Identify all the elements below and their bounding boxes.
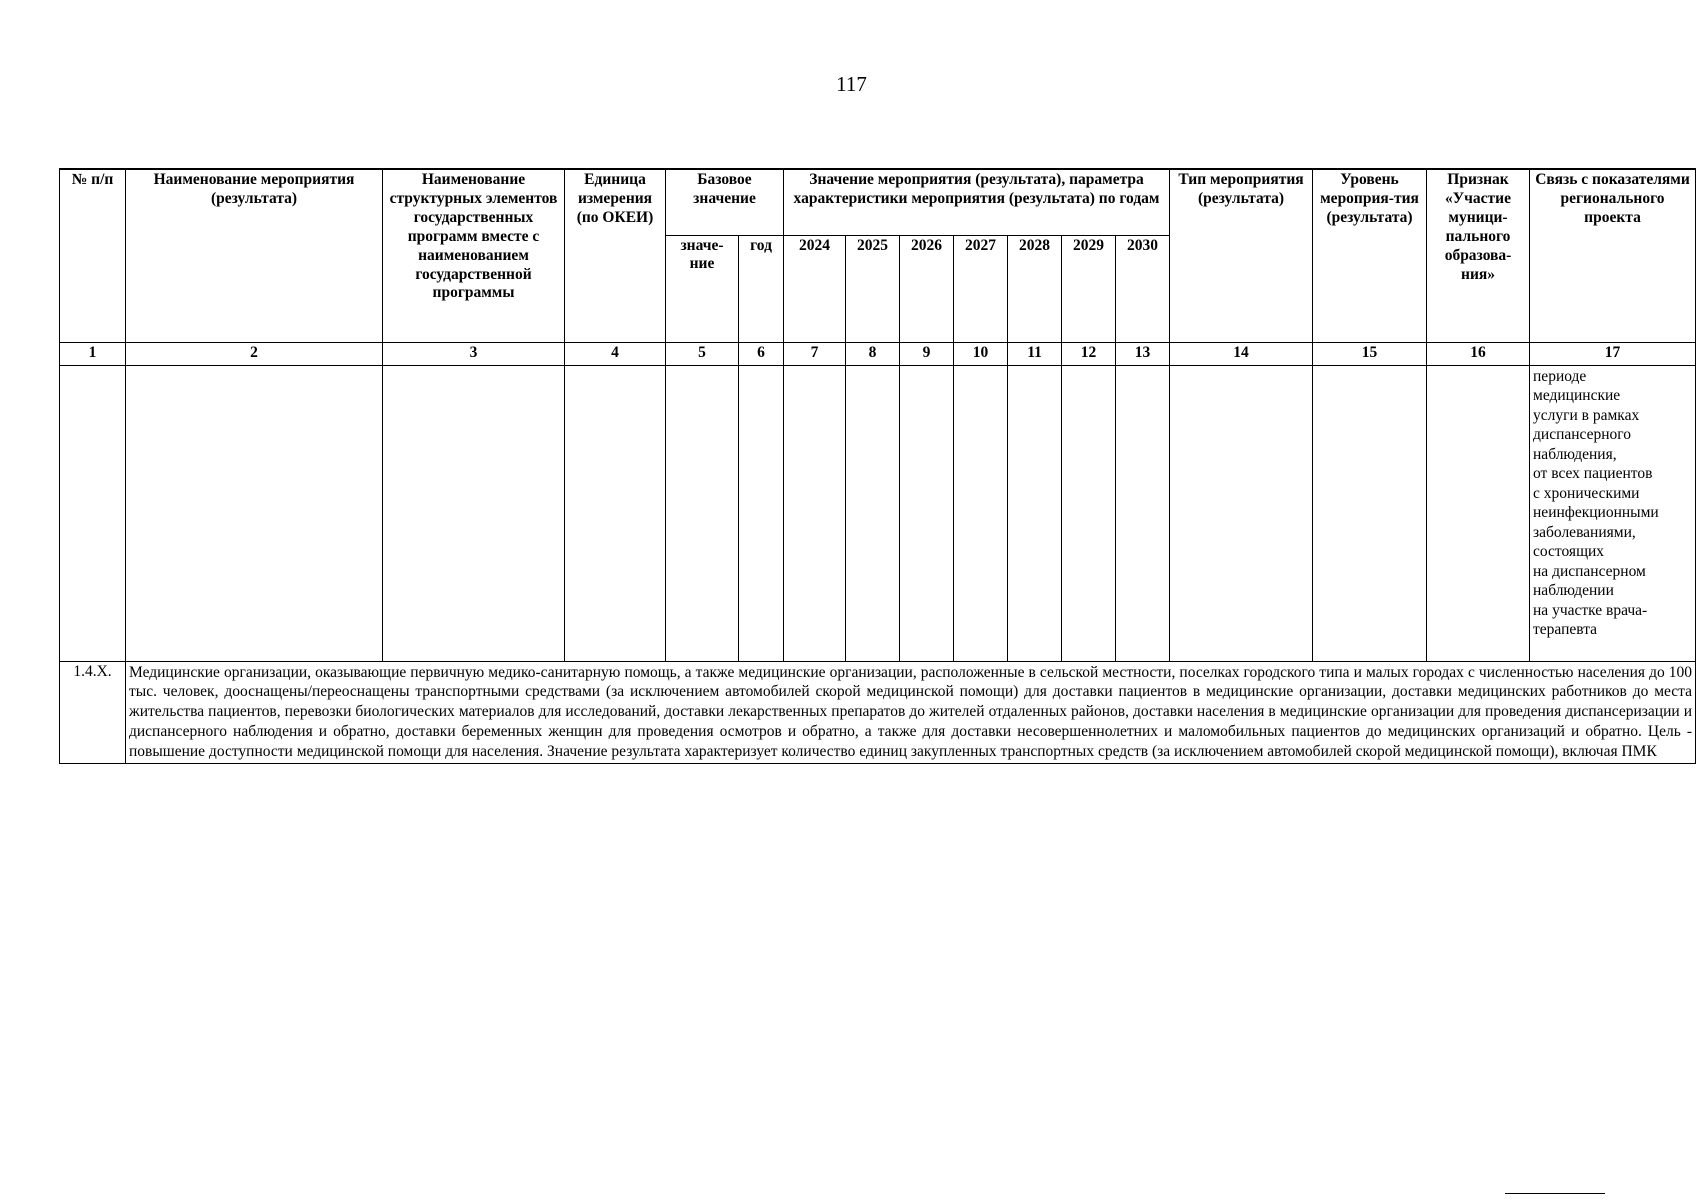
header-unit: Единица измерения (по ОКЕИ) <box>565 169 666 342</box>
item-row <box>60 661 1696 763</box>
empty-cell <box>1116 365 1170 661</box>
column-number: 6 <box>739 342 784 365</box>
header-level: Уровень мероприя-тия (результата) <box>1313 169 1427 342</box>
empty-cell <box>1170 365 1313 661</box>
column-numbers-row <box>60 342 1696 365</box>
text-line: диспансерного <box>1533 426 1632 444</box>
text-line: периоде <box>1533 367 1587 385</box>
column-number: 10 <box>954 342 1008 365</box>
header-year-2028: 2028 <box>1008 235 1062 342</box>
header-number: № п/п <box>60 169 126 342</box>
empty-cell <box>383 365 565 661</box>
column-number: 2 <box>126 342 383 365</box>
empty-cell <box>846 365 900 661</box>
empty-cell <box>126 365 383 661</box>
text-line: на участке врача- <box>1533 601 1648 619</box>
footer-rule <box>1505 1193 1605 1194</box>
column-number: 5 <box>666 342 739 365</box>
empty-cell <box>954 365 1008 661</box>
item-number: 1.4.Х. <box>60 661 126 763</box>
page-number: 117 <box>836 72 867 96</box>
empty-cell <box>900 365 954 661</box>
header-type: Тип мероприятия (результата) <box>1170 169 1313 342</box>
header-year-2025: 2025 <box>846 235 900 342</box>
column-number: 17 <box>1530 342 1696 365</box>
text-line: терапевта <box>1533 621 1598 639</box>
column-number: 3 <box>383 342 565 365</box>
column-number: 14 <box>1170 342 1313 365</box>
text-line: наблюдении <box>1533 582 1614 600</box>
regional-link-text <box>1530 365 1696 661</box>
text-line: медицинские <box>1533 387 1621 405</box>
column-number: 1 <box>60 342 126 365</box>
header-structural-elements: Наименование структурных элементов государственных программ вместе с наименованием государственной программы <box>383 169 565 342</box>
text-line: от всех пациентов <box>1533 465 1653 483</box>
header-year-2026: 2026 <box>900 235 954 342</box>
text-line: неинфекционными <box>1533 504 1659 522</box>
column-number: 15 <box>1313 342 1427 365</box>
column-number: 9 <box>900 342 954 365</box>
header-base-value: Базовое значение <box>666 169 784 235</box>
continued-row <box>60 365 1696 661</box>
text-line: заболеваниями, <box>1533 523 1636 541</box>
results-table <box>59 168 1696 764</box>
text-line: услуги в рамках <box>1533 406 1640 424</box>
header-base-value-value: значе-ние <box>666 235 739 342</box>
text-line: состоящих <box>1533 543 1605 561</box>
header-year-2030: 2030 <box>1116 235 1170 342</box>
column-number: 13 <box>1116 342 1170 365</box>
empty-cell <box>739 365 784 661</box>
column-number: 12 <box>1062 342 1116 365</box>
text-line: на диспансерном <box>1533 562 1646 580</box>
header-years-group: Значение мероприятия (результата), параметра характеристики мероприятия (результата) по годам <box>784 169 1170 235</box>
header-year-2029: 2029 <box>1062 235 1116 342</box>
header-regional-link: Связь с показателями регионального проекта <box>1530 169 1696 342</box>
header-year-2024: 2024 <box>784 235 846 342</box>
column-number: 8 <box>846 342 900 365</box>
column-number: 4 <box>565 342 666 365</box>
column-number: 11 <box>1008 342 1062 365</box>
header-base-value-year: год <box>739 235 784 342</box>
item-description: Медицинские организации, оказывающие первичную медико-санитарную помощь, а также медицинские организации, расположенные в сельской местности, поселках городского типа и малых городах с численностью населения до 100 тыс. человек, дооснащены/переоснащены транспортными средствами (за исключением автомобилей скорой медицинской помощи) для доставки пациентов в медицинские организации, доставки медицинских работников до места жительства пациентов, перевозки биологических материалов для исследований, доставки лекарственных препаратов до жителей отдаленных районов, доставки населения в медицинские организации для проведения диспансеризации и диспансерного наблюдения и обратно, доставки беременных женщин для проведения осмотров и обратно, а также для доставки несовершеннолетних и маломобильных пациентов до медицинских организаций и обратно. Цель - повышение доступности медицинской помощи для населения. Значение результата характеризует количество единиц закупленных транспортных средств (за исключением автомобилей скорой медицинской помощи), включая ПМК <box>126 661 1696 763</box>
column-number: 16 <box>1427 342 1530 365</box>
header-municipal-participation: Признак «Участие муници-пального образова-ния» <box>1427 169 1530 342</box>
text-line: с хроническими <box>1533 484 1640 502</box>
empty-cell <box>1008 365 1062 661</box>
empty-cell <box>60 365 126 661</box>
header-name: Наименование мероприятия (результата) <box>126 169 383 342</box>
empty-cell <box>784 365 846 661</box>
column-number: 7 <box>784 342 846 365</box>
text-line: наблюдения, <box>1533 445 1617 463</box>
empty-cell <box>565 365 666 661</box>
empty-cell <box>666 365 739 661</box>
empty-cell <box>1062 365 1116 661</box>
empty-cell <box>1313 365 1427 661</box>
empty-cell <box>1427 365 1530 661</box>
header-year-2027: 2027 <box>954 235 1008 342</box>
